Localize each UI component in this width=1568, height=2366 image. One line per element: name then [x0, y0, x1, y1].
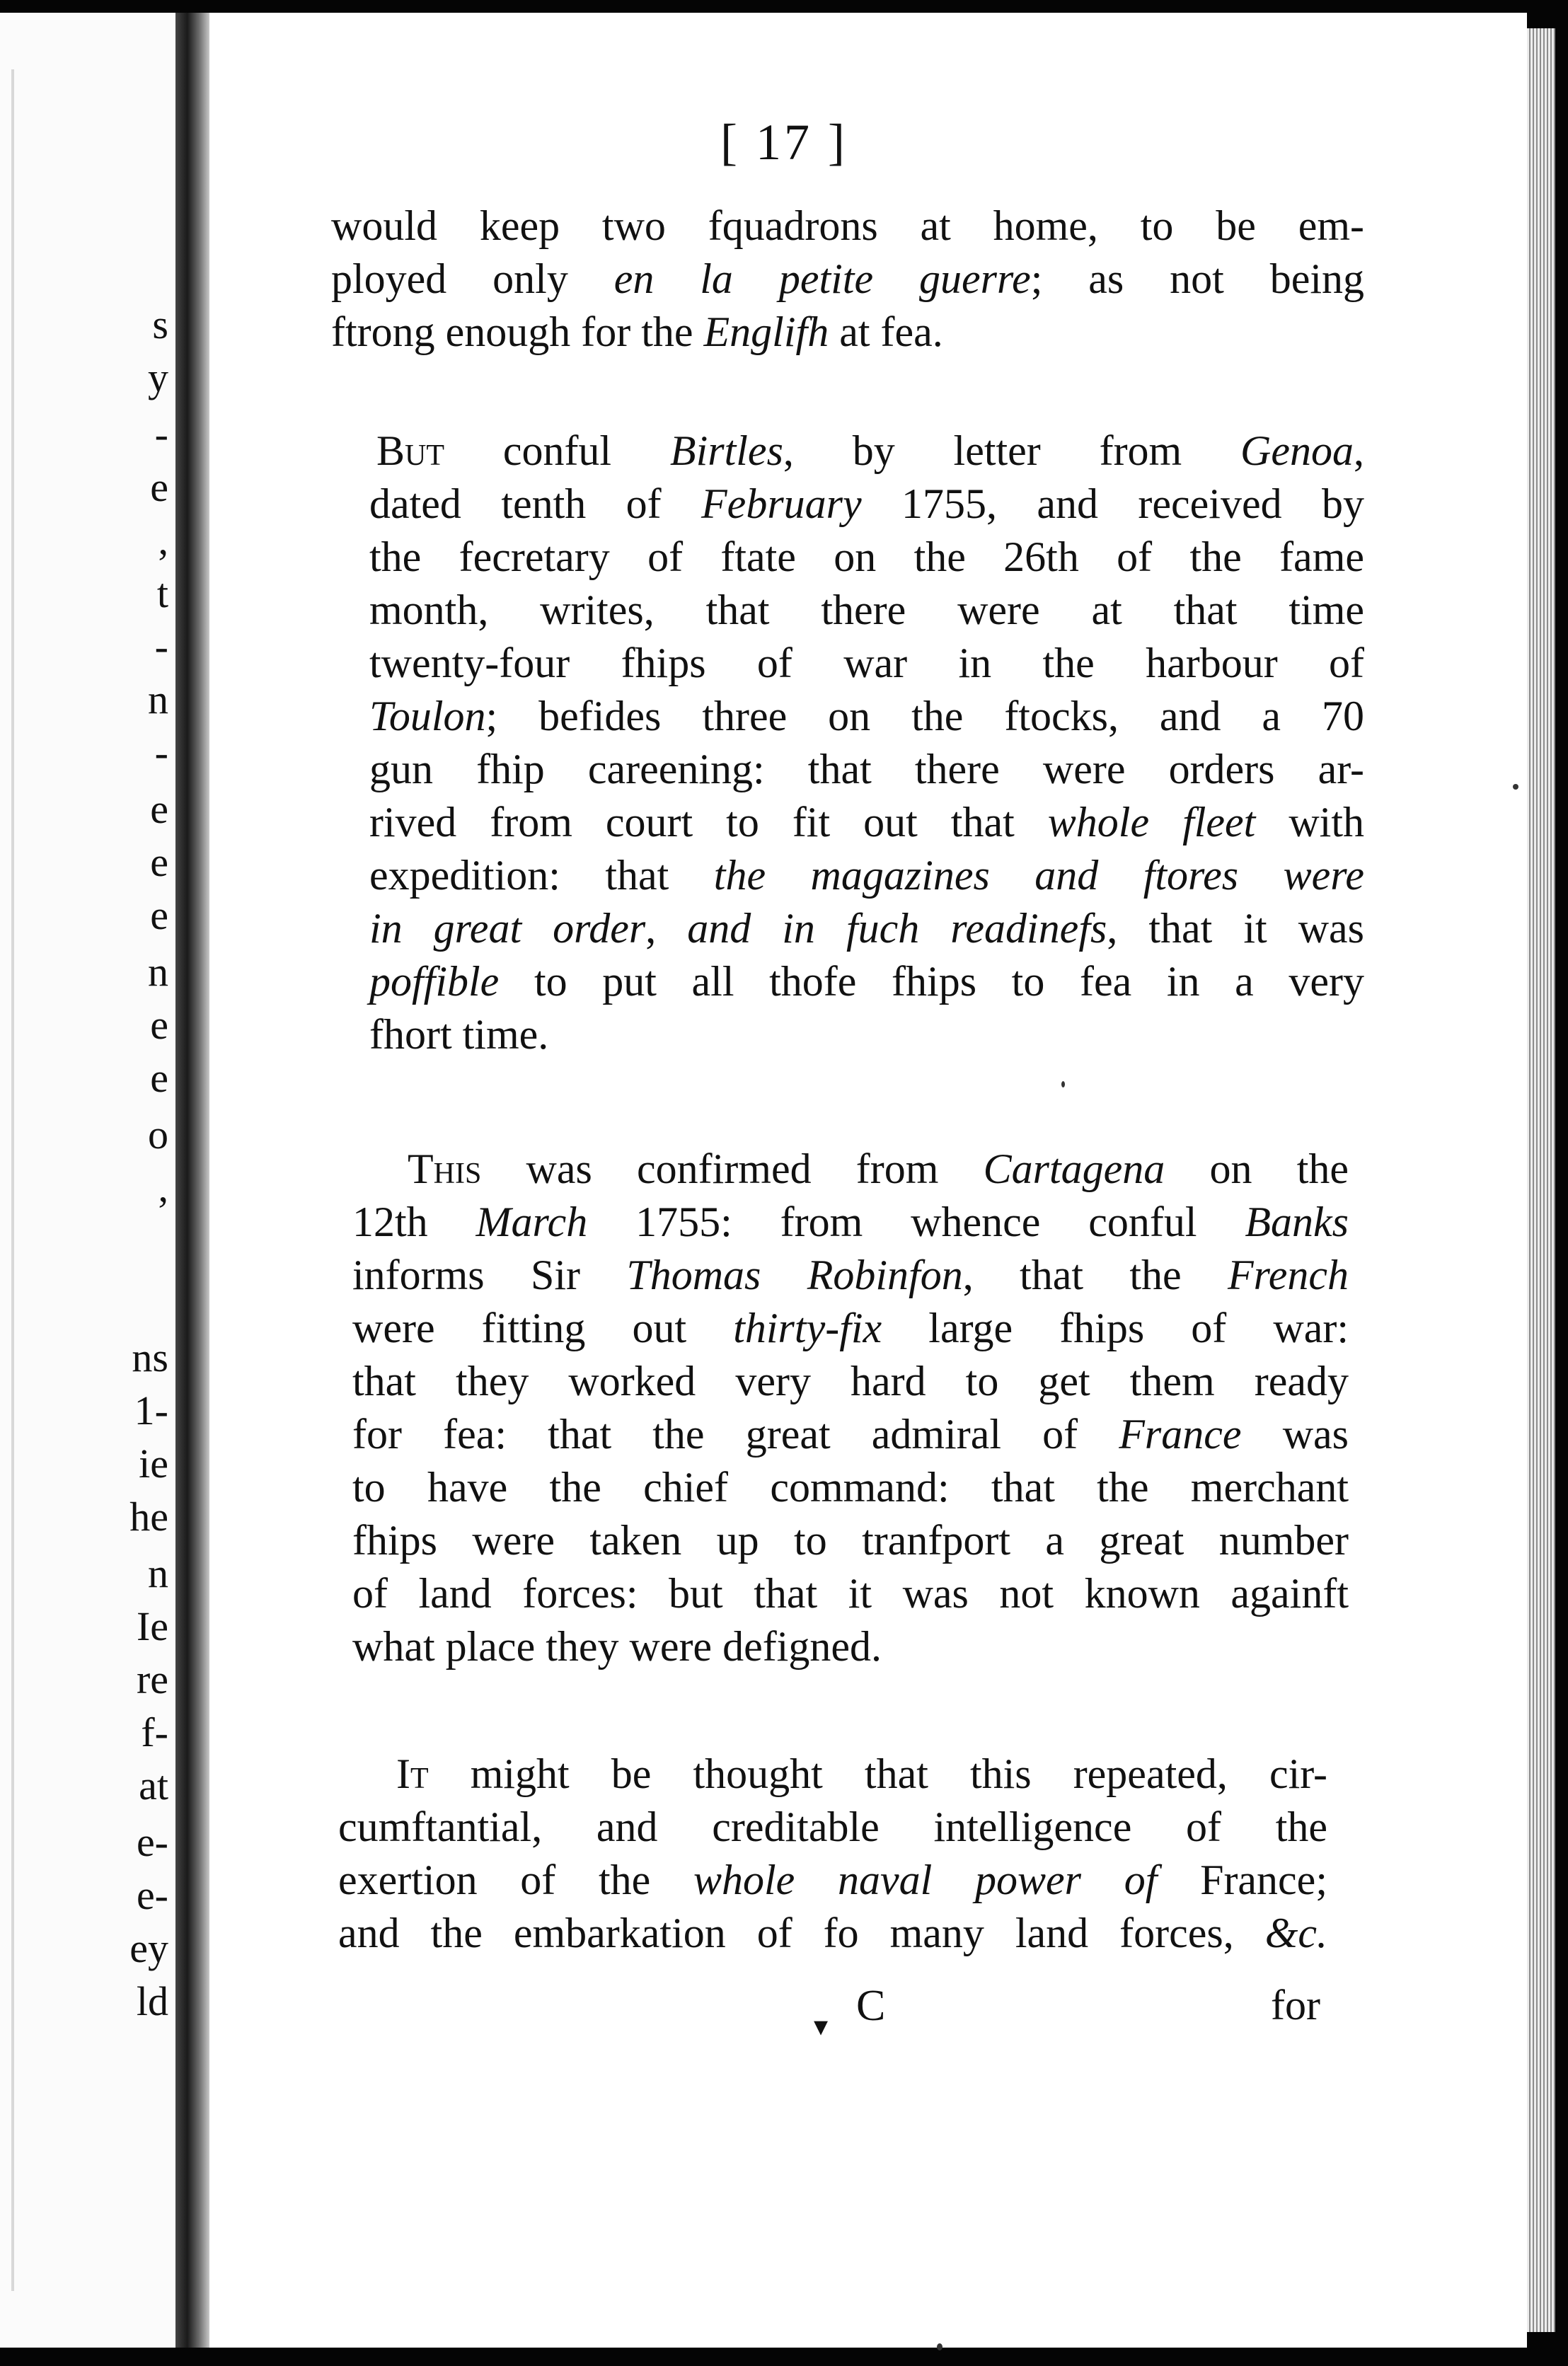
left-page-fragment: n — [148, 676, 168, 722]
text-line: the fecretary of ftate on the 26th of the fame — [369, 533, 1364, 580]
text-line: what place they were defigned. — [352, 1623, 882, 1670]
page-number: [ 17 ] — [720, 114, 848, 171]
left-page-fragment: 1- — [134, 1387, 168, 1433]
left-page-fragment: s — [152, 301, 168, 347]
ink-mark: ▾ — [814, 2010, 829, 2042]
left-page-fragment: e — [150, 839, 168, 885]
paragraph-3 — [352, 1196, 1349, 1673]
paragraph-2-first-line — [376, 425, 1364, 478]
left-page-fragment: n — [148, 949, 168, 995]
text-line: month, writes, that there were at that time — [369, 587, 1364, 633]
left-page-fragment: - — [154, 729, 168, 775]
left-page-fragment: e- — [136, 1872, 168, 1918]
left-page-fragment: e — [150, 892, 168, 938]
left-page-fragment: , — [158, 1165, 168, 1211]
left-page-fragment: re — [136, 1656, 168, 1702]
text-line: 12th March 1755: from whence conful Banks — [352, 1199, 1349, 1245]
ink-speck — [937, 2343, 942, 2350]
text-line: fhips were taken up to tranfport a great number — [352, 1517, 1349, 1564]
text-line: exertion of the whole naval power of France; — [338, 1857, 1327, 1903]
left-page-shadow — [11, 69, 14, 2291]
paragraph-4 — [338, 1801, 1327, 1960]
catchword: for — [1271, 1982, 1320, 2029]
text-line: Toulon; befides three on the ftocks, and a 70 — [369, 693, 1364, 739]
text-line: This was confirmed from Cartagena on the — [408, 1146, 1349, 1192]
text-line: twenty-four fhips of war in the harbour of — [369, 640, 1364, 686]
text-line: ftrong enough for the Englifh at fea. — [331, 308, 943, 355]
text-line: It might be thought that this repeated, cir- — [396, 1750, 1327, 1797]
ink-speck — [1513, 784, 1518, 790]
left-page-fragment: ld — [136, 1978, 168, 2024]
text-line: rived from court to fit out that whole fleet with — [369, 799, 1365, 846]
paragraph-3-first-line — [408, 1143, 1349, 1196]
text-line: cumftantial, and creditable intelligence of the — [338, 1804, 1327, 1850]
left-page-fragment: e — [150, 786, 168, 832]
text-line: of land forces: but that it was not known againft — [352, 1570, 1349, 1617]
paragraph-1 — [331, 200, 1364, 359]
left-page-fragment: t — [156, 570, 168, 616]
left-page-fragment: e — [150, 1055, 168, 1101]
signature-mark: C — [856, 1982, 886, 2030]
left-page-fragment: e- — [136, 1819, 168, 1865]
text-line: were fitting out thirty-fix large fhips of war: — [352, 1305, 1349, 1351]
text-line: in great order, and in fuch readinefs, that it was — [369, 905, 1365, 952]
text-line: fhort time. — [369, 1011, 549, 1058]
left-page-fragment: he — [129, 1494, 168, 1540]
text-line: that they worked very hard to get them ready — [352, 1358, 1349, 1404]
text-line: But conful Birtles, by letter from Genoa, — [376, 427, 1365, 474]
left-page-fragment: ie — [139, 1441, 168, 1487]
ink-speck — [1061, 1081, 1065, 1087]
left-page-fragment: e — [150, 1002, 168, 1048]
text-line: informs Sir Thomas Robinfon, that the French — [352, 1252, 1349, 1298]
left-page-fragment: y — [148, 354, 168, 400]
left-page-fragment: - — [154, 623, 168, 669]
paragraph-4-first-line — [396, 1748, 1327, 1801]
book-gutter — [175, 13, 209, 2348]
left-page-fragment: o — [148, 1112, 168, 1158]
page-stack-edge — [1527, 28, 1555, 2332]
left-page-edge — [0, 13, 175, 2348]
text-line: for fea: that the great admiral of France was — [352, 1411, 1349, 1458]
left-page-fragment: , — [158, 517, 168, 563]
left-page-fragment: ey — [129, 1925, 168, 1971]
text-line: gun fhip careening: that there were orders ar- — [369, 746, 1364, 792]
text-line: poffible to put all thofe fhips to fea in a very — [369, 958, 1364, 1005]
left-page-fragment: n — [148, 1550, 168, 1596]
left-page-fragment: at — [139, 1762, 168, 1808]
text-line: and the embarkation of fo many land forces, &c. — [338, 1910, 1327, 1956]
left-page-fragment: ns — [132, 1334, 168, 1380]
left-page-fragment: e — [150, 464, 168, 510]
left-page-fragment: - — [154, 411, 168, 457]
text-line: to have the chief command: that the merchant — [352, 1464, 1349, 1511]
text-line: ployed only en la petite guerre; as not being — [331, 255, 1364, 302]
paragraph-2 — [369, 478, 1364, 1061]
text-line: expedition: that the magazines and ftores were — [369, 852, 1364, 899]
left-page-fragment: f- — [141, 1709, 168, 1755]
text-line: would keep two fquadrons at home, to be em- — [331, 202, 1364, 249]
text-line: dated tenth of February 1755, and received by — [369, 480, 1364, 527]
left-page-fragment: Ie — [136, 1603, 168, 1649]
